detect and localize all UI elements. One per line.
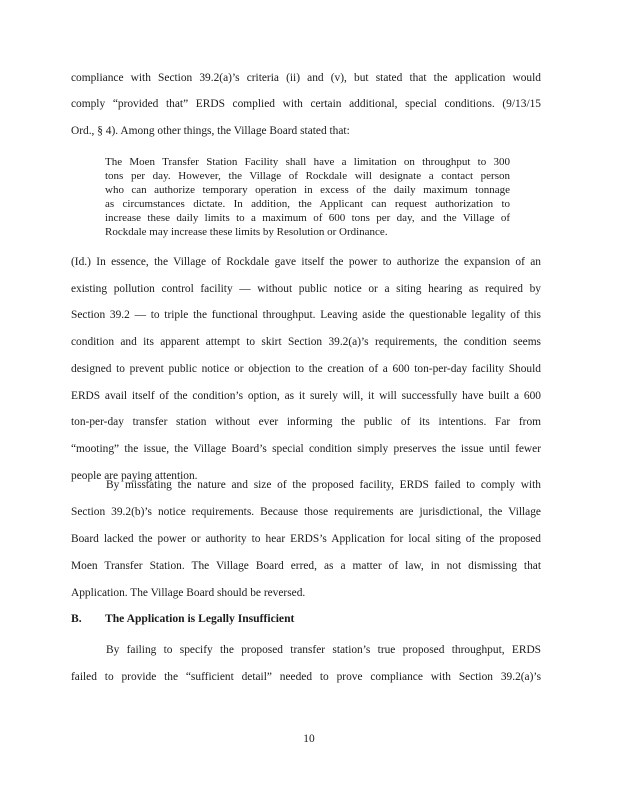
text-line: Section 39.2(b)’s notice requirements. Because those requirements are jurisdictional, the Village — [71, 506, 541, 518]
text-line: ERDS avail itself of the condition’s option, as it surely will, it will successfully have built a 600 — [71, 390, 541, 402]
text-line: Section 39.2 — to triple the functional throughput. Leaving aside the questionable legality of this — [71, 309, 541, 321]
text-line: people are paying attention. — [71, 470, 198, 482]
text-line: condition and its apparent attempt to skirt Section 39.2(a)’s requirements, the condition seems — [71, 336, 541, 348]
text-line: compliance with Section 39.2(a)’s criteria (ii) and (v), but stated that the application would — [71, 72, 541, 84]
text-line: comply “provided that” ERDS complied with certain additional, special conditions. (9/13/15 — [71, 98, 541, 110]
quote-line: tons per day. However, the Village of Rockdale will designate a contact person — [105, 170, 510, 182]
text-line: By failing to specify the proposed transfer station’s true proposed throughput, ERDS — [106, 644, 541, 656]
text-line: failed to provide the “sufficient detail” needed to prove compliance with Section 39.2(a)’s — [71, 671, 541, 683]
text-line: Ord., § 4). Among other things, the Village Board stated that: — [71, 125, 350, 137]
quote-line: Rockdale may increase these limits by Resolution or Ordinance. — [105, 226, 388, 238]
text-line: “mooting” the issue, the Village Board’s special condition simply preserves the issue until fewer — [71, 443, 541, 455]
text-line: designed to prevent public notice or objection to the creation of a 600 ton-per-day facility Should — [71, 363, 541, 375]
quote-line: increase these daily limits to a maximum of 600 tons per day, and the Village of — [105, 212, 510, 224]
quote-line: as circumstances dictate. In addition, the Applicant can request authorization to — [105, 198, 510, 210]
text-line: Board lacked the power or authority to hear ERDS’s Application for local siting of the proposed — [71, 533, 541, 545]
section-title: The Application is Legally Insufficient — [105, 612, 295, 625]
quote-line: The Moen Transfer Station Facility shall have a limitation on throughput to 300 — [105, 156, 510, 168]
quote-line: who can authorize temporary operation in excess of the daily maximum tonnage — [105, 184, 510, 196]
text-line: existing pollution control facility — without public notice or a siting hearing as required by — [71, 283, 541, 295]
section-letter: B. — [71, 612, 82, 625]
page-number: 10 — [303, 733, 315, 745]
text-line: Application. The Village Board should be reversed. — [71, 587, 306, 599]
text-line: By misstating the nature and size of the proposed facility, ERDS failed to comply with — [106, 479, 541, 491]
text-line: (Id.) In essence, the Village of Rockdale gave itself the power to authorize the expansion of an — [71, 256, 541, 268]
text-line: ton-per-day transfer station without ever informing the public of its intentions. Far from — [71, 416, 541, 428]
text-line: Moen Transfer Station. The Village Board erred, as a matter of law, in not dismissing that — [71, 560, 541, 572]
section-heading — [71, 612, 294, 625]
